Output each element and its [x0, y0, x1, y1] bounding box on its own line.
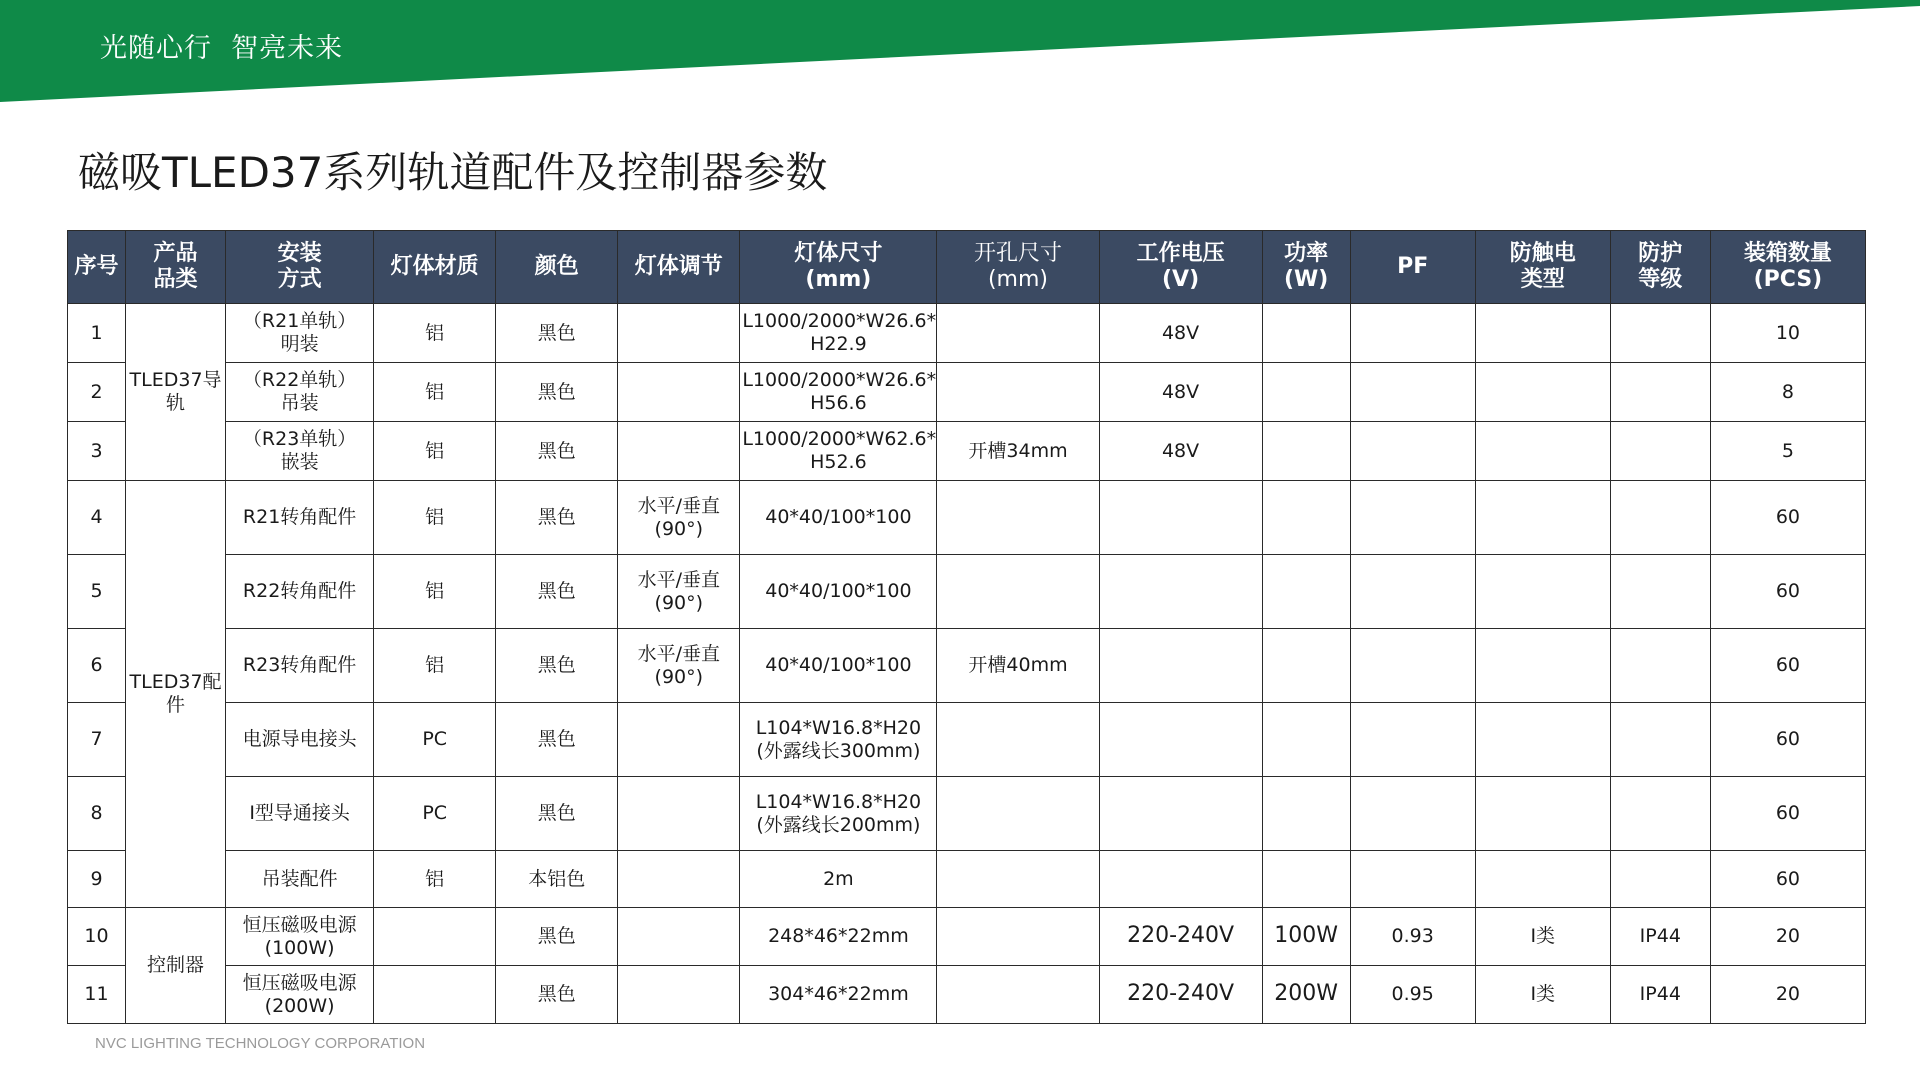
cell-power — [1262, 481, 1350, 555]
cell-hole — [937, 908, 1099, 966]
cell-color: 黑色 — [496, 703, 618, 777]
cell-size: 40*40/100*100 — [740, 629, 937, 703]
cell-pf — [1350, 555, 1475, 629]
cell-hole — [937, 304, 1099, 363]
cell-hole — [937, 363, 1099, 422]
cell-adjust — [618, 304, 740, 363]
cell-category: TLED37导 轨 — [126, 304, 226, 481]
footer-company: NVC LIGHTING TECHNOLOGY CORPORATION — [95, 1035, 426, 1052]
cell-qty: 20 — [1710, 908, 1865, 966]
cell-install: （R22单轨） 吊装 — [226, 363, 374, 422]
cell-voltage: 48V — [1099, 422, 1262, 481]
cell-adjust: 水平/垂直 (90°) — [618, 629, 740, 703]
cell-shock — [1475, 422, 1610, 481]
cell-ip: IP44 — [1610, 908, 1710, 966]
cell-adjust: 水平/垂直 (90°) — [618, 481, 740, 555]
cell-ip — [1610, 555, 1710, 629]
cell-install: 电源导电接头 — [226, 703, 374, 777]
table-row — [68, 363, 1866, 422]
cell-shock: Ⅰ类 — [1475, 966, 1610, 1024]
cell-size: 248*46*22mm — [740, 908, 937, 966]
cell-power — [1262, 422, 1350, 481]
cell-size: L1000/2000*W26.6* H56.6 — [740, 363, 937, 422]
cell-voltage: 220-240V — [1099, 908, 1262, 966]
cell-shock — [1475, 363, 1610, 422]
cell-hole — [937, 966, 1099, 1024]
spec-table — [67, 230, 1866, 1024]
cell-adjust — [618, 777, 740, 851]
cell-size: 304*46*22mm — [740, 966, 937, 1024]
col-header: 开孔尺寸 (mm) — [937, 231, 1099, 304]
cell-install: 恒压磁吸电源 (200W) — [226, 966, 374, 1024]
cell-no: 6 — [68, 629, 126, 703]
cell-pf — [1350, 703, 1475, 777]
cell-qty: 60 — [1710, 555, 1865, 629]
cell-qty: 5 — [1710, 422, 1865, 481]
cell-install: R22转角配件 — [226, 555, 374, 629]
cell-size: L1000/2000*W26.6* H22.9 — [740, 304, 937, 363]
cell-power — [1262, 703, 1350, 777]
cell-ip — [1610, 304, 1710, 363]
cell-adjust — [618, 908, 740, 966]
cell-color: 本铝色 — [496, 851, 618, 908]
cell-power — [1262, 363, 1350, 422]
col-header: 工作电压 (V) — [1099, 231, 1262, 304]
cell-shock: Ⅰ类 — [1475, 908, 1610, 966]
cell-adjust — [618, 851, 740, 908]
col-header: 防触电 类型 — [1475, 231, 1610, 304]
cell-hole — [937, 481, 1099, 555]
cell-power — [1262, 777, 1350, 851]
cell-qty: 60 — [1710, 481, 1865, 555]
cell-shock — [1475, 777, 1610, 851]
cell-category: 控制器 — [126, 908, 226, 1024]
cell-material: 铝 — [374, 555, 496, 629]
cell-voltage — [1099, 481, 1262, 555]
cell-install: 恒压磁吸电源 (100W) — [226, 908, 374, 966]
cell-material — [374, 908, 496, 966]
cell-ip — [1610, 422, 1710, 481]
cell-voltage — [1099, 629, 1262, 703]
cell-material — [374, 966, 496, 1024]
cell-pf — [1350, 481, 1475, 555]
cell-power — [1262, 851, 1350, 908]
cell-voltage: 48V — [1099, 304, 1262, 363]
cell-voltage — [1099, 851, 1262, 908]
cell-no: 8 — [68, 777, 126, 851]
cell-power — [1262, 629, 1350, 703]
cell-power — [1262, 304, 1350, 363]
cell-material: PC — [374, 777, 496, 851]
cell-no: 3 — [68, 422, 126, 481]
cell-voltage — [1099, 555, 1262, 629]
cell-qty: 8 — [1710, 363, 1865, 422]
cell-pf — [1350, 851, 1475, 908]
cell-ip: IP44 — [1610, 966, 1710, 1024]
cell-install: （R21单轨） 明装 — [226, 304, 374, 363]
cell-material: 铝 — [374, 851, 496, 908]
cell-pf: 0.95 — [1350, 966, 1475, 1024]
table-row — [68, 966, 1866, 1024]
table-row — [68, 908, 1866, 966]
cell-qty: 10 — [1710, 304, 1865, 363]
cell-install: R23转角配件 — [226, 629, 374, 703]
cell-color: 黑色 — [496, 481, 618, 555]
cell-material: 铝 — [374, 363, 496, 422]
cell-ip — [1610, 851, 1710, 908]
col-header: 灯体尺寸 (mm) — [740, 231, 937, 304]
cell-shock — [1475, 555, 1610, 629]
cell-qty: 60 — [1710, 703, 1865, 777]
cell-size: L104*W16.8*H20 (外露线长200mm) — [740, 777, 937, 851]
col-header: PF — [1350, 231, 1475, 304]
cell-adjust — [618, 966, 740, 1024]
cell-color: 黑色 — [496, 422, 618, 481]
cell-pf — [1350, 304, 1475, 363]
cell-no: 10 — [68, 908, 126, 966]
cell-pf: 0.93 — [1350, 908, 1475, 966]
table-row — [68, 851, 1866, 908]
cell-size: 40*40/100*100 — [740, 481, 937, 555]
cell-color: 黑色 — [496, 555, 618, 629]
table-row — [68, 481, 1866, 555]
col-header: 安装 方式 — [226, 231, 374, 304]
cell-color: 黑色 — [496, 908, 618, 966]
cell-qty: 60 — [1710, 777, 1865, 851]
cell-pf — [1350, 363, 1475, 422]
cell-hole — [937, 851, 1099, 908]
col-header: 灯体材质 — [374, 231, 496, 304]
cell-material: 铝 — [374, 481, 496, 555]
cell-color: 黑色 — [496, 777, 618, 851]
cell-pf — [1350, 777, 1475, 851]
cell-size: 2m — [740, 851, 937, 908]
cell-adjust — [618, 363, 740, 422]
cell-install: （R23单轨） 嵌装 — [226, 422, 374, 481]
cell-no: 4 — [68, 481, 126, 555]
cell-hole — [937, 555, 1099, 629]
cell-material: 铝 — [374, 304, 496, 363]
col-header: 装箱数量 (PCS) — [1710, 231, 1865, 304]
cell-color: 黑色 — [496, 363, 618, 422]
cell-hole — [937, 703, 1099, 777]
cell-hole: 开槽40mm — [937, 629, 1099, 703]
col-header: 产品 品类 — [126, 231, 226, 304]
cell-shock — [1475, 629, 1610, 703]
cell-material: PC — [374, 703, 496, 777]
cell-size: 40*40/100*100 — [740, 555, 937, 629]
table-row — [68, 304, 1866, 363]
cell-power: 100W — [1262, 908, 1350, 966]
cell-qty: 60 — [1710, 851, 1865, 908]
cell-qty: 60 — [1710, 629, 1865, 703]
header-row — [68, 231, 1866, 304]
cell-no: 7 — [68, 703, 126, 777]
cell-install: R21转角配件 — [226, 481, 374, 555]
cell-hole: 开槽34mm — [937, 422, 1099, 481]
cell-shock — [1475, 703, 1610, 777]
cell-ip — [1610, 777, 1710, 851]
brand-tagline: 光随心行 智亮未来 — [100, 33, 344, 64]
cell-pf — [1350, 422, 1475, 481]
col-header: 功率 (W) — [1262, 231, 1350, 304]
cell-category: TLED37配 件 — [126, 481, 226, 908]
cell-adjust — [618, 422, 740, 481]
cell-no: 11 — [68, 966, 126, 1024]
table-row — [68, 555, 1866, 629]
cell-no: 2 — [68, 363, 126, 422]
cell-shock — [1475, 481, 1610, 555]
cell-color: 黑色 — [496, 629, 618, 703]
cell-material: 铝 — [374, 629, 496, 703]
cell-color: 黑色 — [496, 966, 618, 1024]
cell-ip — [1610, 629, 1710, 703]
page-title: 磁吸TLED37系列轨道配件及控制器参数 — [78, 148, 828, 197]
cell-voltage: 48V — [1099, 363, 1262, 422]
cell-ip — [1610, 481, 1710, 555]
cell-ip — [1610, 703, 1710, 777]
table-row — [68, 629, 1866, 703]
cell-voltage: 220-240V — [1099, 966, 1262, 1024]
cell-qty: 20 — [1710, 966, 1865, 1024]
col-header: 防护 等级 — [1610, 231, 1710, 304]
cell-power: 200W — [1262, 966, 1350, 1024]
cell-voltage — [1099, 777, 1262, 851]
cell-no: 9 — [68, 851, 126, 908]
col-header: 灯体调节 — [618, 231, 740, 304]
table-row — [68, 703, 1866, 777]
cell-ip — [1610, 363, 1710, 422]
table-row — [68, 777, 1866, 851]
cell-adjust: 水平/垂直 (90°) — [618, 555, 740, 629]
cell-size: L104*W16.8*H20 (外露线长300mm) — [740, 703, 937, 777]
cell-no: 1 — [68, 304, 126, 363]
cell-pf — [1350, 629, 1475, 703]
cell-shock — [1475, 304, 1610, 363]
col-header: 序号 — [68, 231, 126, 304]
cell-install: I型导通接头 — [226, 777, 374, 851]
cell-no: 5 — [68, 555, 126, 629]
cell-material: 铝 — [374, 422, 496, 481]
col-header: 颜色 — [496, 231, 618, 304]
cell-shock — [1475, 851, 1610, 908]
cell-size: L1000/2000*W62.6* H52.6 — [740, 422, 937, 481]
cell-hole — [937, 777, 1099, 851]
cell-adjust — [618, 703, 740, 777]
cell-power — [1262, 555, 1350, 629]
table-row — [68, 422, 1866, 481]
cell-voltage — [1099, 703, 1262, 777]
cell-color: 黑色 — [496, 304, 618, 363]
cell-install: 吊装配件 — [226, 851, 374, 908]
